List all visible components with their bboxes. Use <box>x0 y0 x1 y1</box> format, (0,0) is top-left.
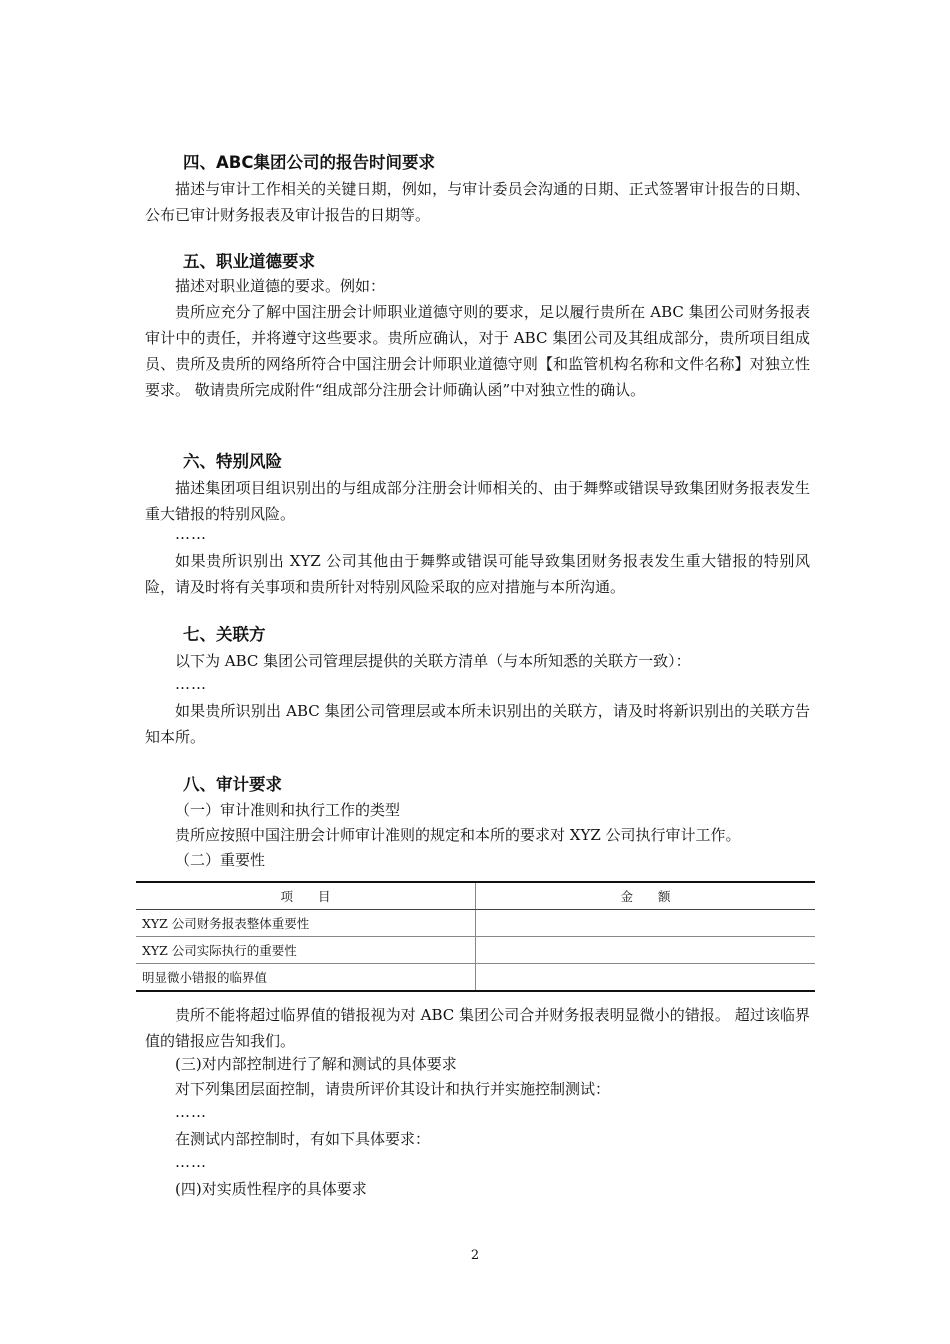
table-header-item: 项 目 <box>136 882 476 910</box>
section-7-intro: 以下为 ABC 集团公司管理层提供的关联方清单（与本所知悉的关联方一致）： <box>175 652 691 670</box>
section-4-heading: 四、ABC集团公司的报告时间要求 <box>183 153 435 172</box>
table-cell-amount <box>476 910 816 937</box>
table-row <box>136 937 815 964</box>
table-cell-item: XYZ 公司财务报表整体重要性 <box>136 910 476 937</box>
section-5-heading: 五、职业道德要求 <box>183 252 315 271</box>
section-7-paragraph: 如果贵所识别出 ABC 集团公司管理层或本所未识别出的关联方，请及时将新识别出的关联方告知本所。 <box>145 702 810 746</box>
section-6-ellipsis: …… <box>175 525 207 543</box>
section-7-ellipsis: …… <box>175 675 207 693</box>
subsection-3-paragraph-2: 在测试内部控制时，有如下具体要求： <box>175 1130 431 1148</box>
section-6-paragraph-1: 描述集团项目组识别出的与组成部分注册会计师相关的、由于舞弊或错误导致集团财务报表发生重大错报的特别风险。 <box>145 479 810 523</box>
section-7-heading: 七、关联方 <box>183 625 266 644</box>
subsection-4-title: (四)对实质性程序的具体要求 <box>175 1180 367 1198</box>
section-8-heading: 八、审计要求 <box>183 775 282 794</box>
section-6-paragraph-2: 如果贵所识别出 XYZ 公司其他由于舞弊或错误可能导致集团财务报表发生重大错报的特别风险，请及时将有关事项和贵所针对特别风险采取的应对措施与本所沟通。 <box>145 552 810 596</box>
section-6-heading: 六、特别风险 <box>183 452 282 471</box>
subsection-3-title: (三)对内部控制进行了解和测试的具体要求 <box>175 1055 457 1073</box>
table-cell-item: XYZ 公司实际执行的重要性 <box>136 937 476 964</box>
table-row <box>136 964 815 992</box>
materiality-table <box>136 881 815 992</box>
subsection-2-title: （二）重要性 <box>175 851 266 869</box>
table-cell-item: 明显微小错报的临界值 <box>136 964 476 992</box>
table-header-row <box>136 882 815 910</box>
section-4-paragraph: 描述与审计工作相关的关键日期，例如，与审计委员会沟通的日期、正式签署审计报告的日期、公布已审计财务报表及审计报告的日期等。 <box>145 180 810 224</box>
table-header-amount: 金 额 <box>476 882 816 910</box>
table-row <box>136 910 815 937</box>
page-number: 2 <box>470 1248 480 1263</box>
table-cell-amount <box>476 937 816 964</box>
subsection-1-title: （一）审计准则和执行工作的类型 <box>175 801 401 819</box>
subsection-3-ellipsis-1: …… <box>175 1103 207 1121</box>
section-5-intro: 描述对职业道德的要求。例如： <box>175 277 386 295</box>
materiality-paragraph: 贵所不能将超过临界值的错报视为对 ABC 集团公司合并财务报表明显微小的错报。 超过该临界值的错报应告知我们。 <box>145 1006 810 1050</box>
subsection-1-paragraph: 贵所应按照中国注册会计师审计准则的规定和本所的要求对 XYZ 公司执行审计工作。 <box>175 826 741 844</box>
subsection-3-ellipsis-2: …… <box>175 1153 207 1171</box>
section-5-paragraph: 贵所应充分了解中国注册会计师职业道德守则的要求，足以履行贵所在 ABC 集团公司财务报表审计中的责任，并将遵守这些要求。贵所应确认，对于 ABC 集团公司及其组成部分，贵所项目组成员、贵所及贵所的网络所符合中国注册会计师职业道德守则【和监管机构名称和文件名称】对独立性要求。 敬请贵所完成附件“组成部分注册会计师确认函”中对独立性的确认。 <box>145 303 810 399</box>
subsection-3-paragraph-1: 对下列集团层面控制，请贵所评价其设计和执行并实施控制测试： <box>175 1080 611 1098</box>
table-cell-amount <box>476 964 816 992</box>
